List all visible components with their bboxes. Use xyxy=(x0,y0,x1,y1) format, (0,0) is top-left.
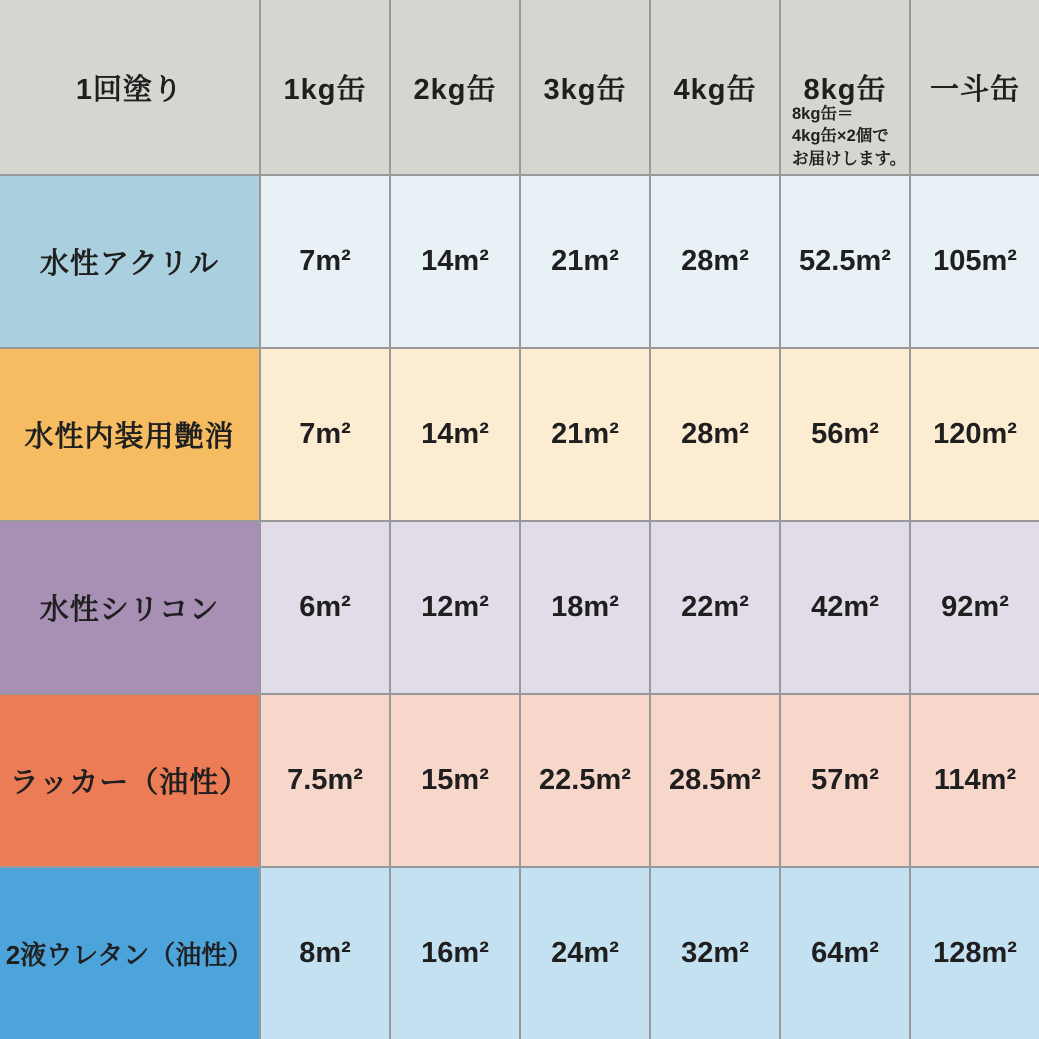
coverage-cell xyxy=(651,176,779,347)
coverage-unit: m² xyxy=(453,764,489,796)
coverage-value: 32 xyxy=(681,937,714,969)
coverage-cell xyxy=(651,522,779,693)
coverage-value: 7.5 xyxy=(287,764,328,796)
coverage-unit: m² xyxy=(583,418,619,450)
row-header-label: 2液ウレタン（油性） xyxy=(5,940,254,970)
coverage-cell xyxy=(391,868,519,1039)
coverage-unit: m² xyxy=(725,764,761,796)
coverage-unit: m² xyxy=(327,764,363,796)
coverage-unit: m² xyxy=(713,418,749,450)
coverage-cell xyxy=(261,176,389,347)
coverage-value: 22 xyxy=(681,591,714,623)
coverage-unit: m² xyxy=(713,591,749,623)
coverage-value: 15 xyxy=(421,764,454,796)
coverage-value: 28 xyxy=(681,418,714,450)
coverage-unit: m² xyxy=(453,937,489,969)
coverage-value: 24 xyxy=(551,937,584,969)
coverage-cell xyxy=(911,868,1039,1039)
column-header-label: 8kg缶 xyxy=(803,73,887,106)
column-header-4kg xyxy=(651,0,779,174)
coverage-cell xyxy=(911,349,1039,520)
row-header-lacquer-oil xyxy=(0,695,259,866)
column-header-label: 1kg缶 xyxy=(283,73,367,106)
column-header-label: 3kg缶 xyxy=(543,73,627,106)
row-header-label: ラッカー（油性） xyxy=(9,767,250,799)
coverage-unit: m² xyxy=(315,245,351,277)
coverage-unit: m² xyxy=(843,591,879,623)
coverage-cell xyxy=(911,695,1039,866)
column-header-8kg xyxy=(781,0,909,174)
coverage-cell xyxy=(261,868,389,1039)
coverage-unit: m² xyxy=(973,591,1009,623)
coverage-cell xyxy=(521,695,649,866)
coverage-cell xyxy=(781,176,909,347)
coverage-cell xyxy=(521,349,649,520)
coverage-value: 52.5 xyxy=(799,245,856,277)
column-header-1kg xyxy=(261,0,389,174)
coverage-cell xyxy=(651,695,779,866)
row-header-label: 水性アクリル xyxy=(39,248,220,280)
coverage-unit: m² xyxy=(453,591,489,623)
column-header-label: 4kg缶 xyxy=(673,73,757,106)
coverage-cell xyxy=(781,349,909,520)
coverage-value: 14 xyxy=(421,418,454,450)
coverage-cell xyxy=(651,868,779,1039)
coverage-value: 128 xyxy=(933,937,982,969)
coverage-unit: m² xyxy=(981,937,1017,969)
coverage-value: 64 xyxy=(811,937,844,969)
coverage-value: 18 xyxy=(551,591,584,623)
coverage-unit: m² xyxy=(583,245,619,277)
coverage-cell xyxy=(261,522,389,693)
coverage-value: 7 xyxy=(299,245,316,277)
coverage-cell xyxy=(781,695,909,866)
coverage-cell xyxy=(781,522,909,693)
coverage-cell xyxy=(521,176,649,347)
coverage-value: 16 xyxy=(421,937,454,969)
corner-header-label: 1回塗り xyxy=(75,73,184,106)
coverage-cell xyxy=(261,349,389,520)
coverage-value: 114 xyxy=(933,764,981,796)
coverage-cell xyxy=(911,522,1039,693)
coverage-cell xyxy=(391,695,519,866)
coverage-value: 6 xyxy=(299,591,316,623)
column-header-3kg xyxy=(521,0,649,174)
coverage-unit: m² xyxy=(713,937,749,969)
coverage-value: 12 xyxy=(421,591,454,623)
coverage-value: 28.5 xyxy=(669,764,726,796)
coverage-unit: m² xyxy=(843,418,879,450)
column-header-2kg xyxy=(391,0,519,174)
column-header-label: 2kg缶 xyxy=(413,73,497,106)
coverage-unit: m² xyxy=(453,245,489,277)
coverage-value: 120 xyxy=(933,418,982,450)
coverage-value: 56 xyxy=(811,418,844,450)
coverage-unit: m² xyxy=(843,764,879,796)
coverage-unit: m² xyxy=(315,591,351,623)
row-header-water-silicone xyxy=(0,522,259,693)
coverage-value: 21 xyxy=(551,245,584,277)
row-header-two-part-urethane-oil xyxy=(0,868,259,1039)
row-header-label: 水性内装用艶消 xyxy=(24,421,235,453)
coverage-cell xyxy=(911,176,1039,347)
coverage-unit: m² xyxy=(981,418,1017,450)
coverage-value: 21 xyxy=(551,418,584,450)
coverage-cell xyxy=(521,522,649,693)
column-header-itto-can xyxy=(911,0,1039,174)
row-header-water-interior-matte xyxy=(0,349,259,520)
coverage-unit: m² xyxy=(453,418,489,450)
row-header-water-acrylic xyxy=(0,176,259,347)
column-header-label: 一斗缶 xyxy=(929,73,1020,106)
coverage-value: 14 xyxy=(421,245,454,277)
coverage-value: 7 xyxy=(299,418,316,450)
coverage-value: 42 xyxy=(811,591,844,623)
coverage-unit: m² xyxy=(713,245,749,277)
row-header-label: 水性シリコン xyxy=(39,594,220,626)
coverage-unit: m² xyxy=(855,245,891,277)
coverage-value: 92 xyxy=(941,591,974,623)
coverage-cell xyxy=(781,868,909,1039)
coverage-cell xyxy=(651,349,779,520)
coverage-unit: m² xyxy=(583,591,619,623)
coverage-unit: m² xyxy=(315,937,351,969)
coverage-unit: m² xyxy=(843,937,879,969)
coverage-value: 22.5 xyxy=(539,764,596,796)
coverage-unit: m² xyxy=(595,764,631,796)
corner-header-one-coat xyxy=(0,0,259,174)
coverage-unit: m² xyxy=(981,245,1017,277)
coverage-value: 28 xyxy=(681,245,714,277)
coverage-cell xyxy=(391,522,519,693)
coverage-cell xyxy=(391,176,519,347)
coverage-unit: m² xyxy=(583,937,619,969)
coverage-cell xyxy=(521,868,649,1039)
coverage-value: 105 xyxy=(933,245,982,277)
coverage-cell xyxy=(261,695,389,866)
coverage-cell xyxy=(391,349,519,520)
coverage-value: 57 xyxy=(811,764,844,796)
coverage-value: 8 xyxy=(299,937,316,969)
column-header-8kg-note: 8kg缶＝ 4kg缶×2個で お届けします。 xyxy=(792,104,907,169)
coverage-unit: m² xyxy=(980,764,1017,796)
coverage-unit: m² xyxy=(315,418,351,450)
